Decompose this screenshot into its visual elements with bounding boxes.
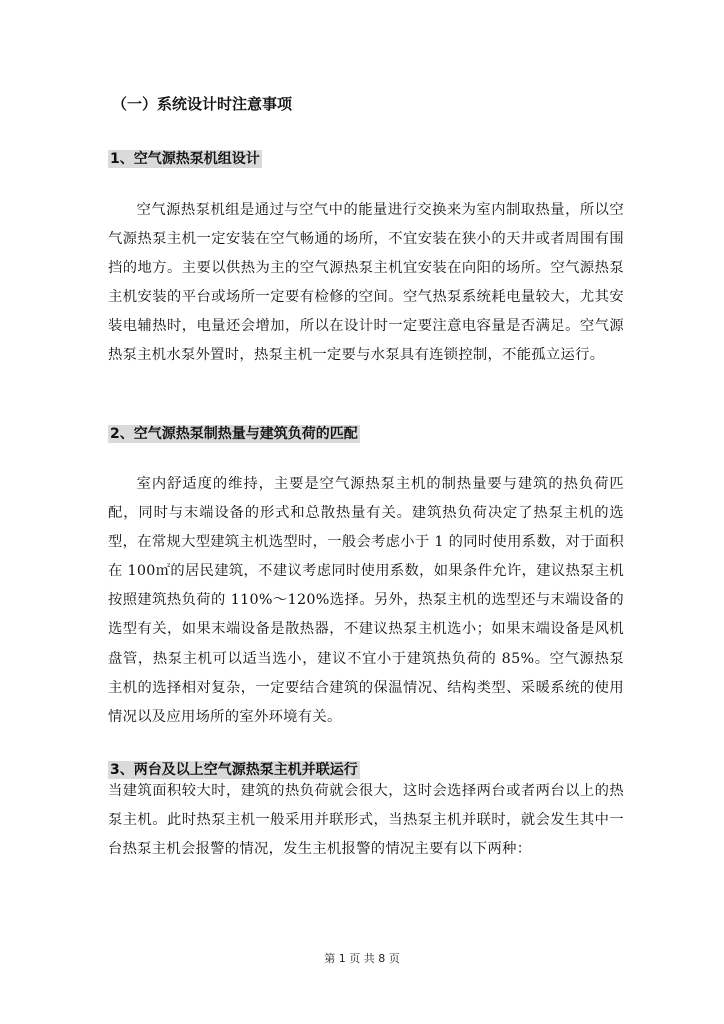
paragraph-3: 当建筑面积较大时，建筑的热负荷就会很大，这时会选择两台或者两台以上的热泵主机。此时热泵主机一般采用并联形式，当热泵主机并联时，就会发生其中一台热泵主机会报警的情况，发生主机报警的情况主要有以下两种： <box>108 783 624 858</box>
heading-1-text: 1、空气源热泵机组设计 <box>110 151 260 167</box>
heading-2 <box>108 423 360 445</box>
heading-2-text: 2、空气源热泵制热量与建筑负荷的匹配 <box>110 426 358 442</box>
paragraph-1: 空气源热泵机组是通过与空气中的能量进行交换来为室内制取热量，所以空气源热泵主机一定安装在空气畅通的场所，不宜安装在狭小的天井或者周围有围挡的地方。主要以供热为主的空气源热泵主机宜安装在向阳的场所。空气源热泵主机安装的平台或场所一定要有检修的空间。空气热泵系统耗电量较大，尤其安装电辅热时，电量还会增加，所以在设计时一定要注意电容量是否满足。空气源热泵主机水泵外置时，热泵主机一定要与水泵具有连锁控制，不能孤立运行。 <box>108 202 624 364</box>
section-title: （一）系统设计时注意事项 <box>112 95 293 113</box>
heading-3-text: 3、两台及以上空气源热泵主机并联运行 <box>110 762 358 778</box>
paragraph-2: 室内舒适度的维持，主要是空气源热泵主机的制热量要与建筑的热负荷匹配，同时与末端设备的形式和总散热量有关。建筑热负荷决定了热泵主机的选型，在常规大型建筑主机选型时，一般会考虑小于 1 的同时使用系数，对于面积在 100㎡的居民建筑，不建议考虑同时使用系数，如果条件允许，建议热泵主机按照建筑热负荷的 110%～120%选择。另外，热泵主机的选型还与末端设备的选型有关，如果末端设备是散热器，不建议热泵主机选小；如果末端设备是风机盘管，热泵主机可以适当选小，建议不宜小于建筑热负荷的 85%。空气源热泵主机的选择相对复杂，一定要结合建筑的保温情况、结构类型、采暖系统的使用情况以及应用场所的室外环境有关。 <box>108 476 624 725</box>
page-footer: 第 1 页 共 8 页 <box>324 952 400 965</box>
heading-1 <box>108 148 262 170</box>
